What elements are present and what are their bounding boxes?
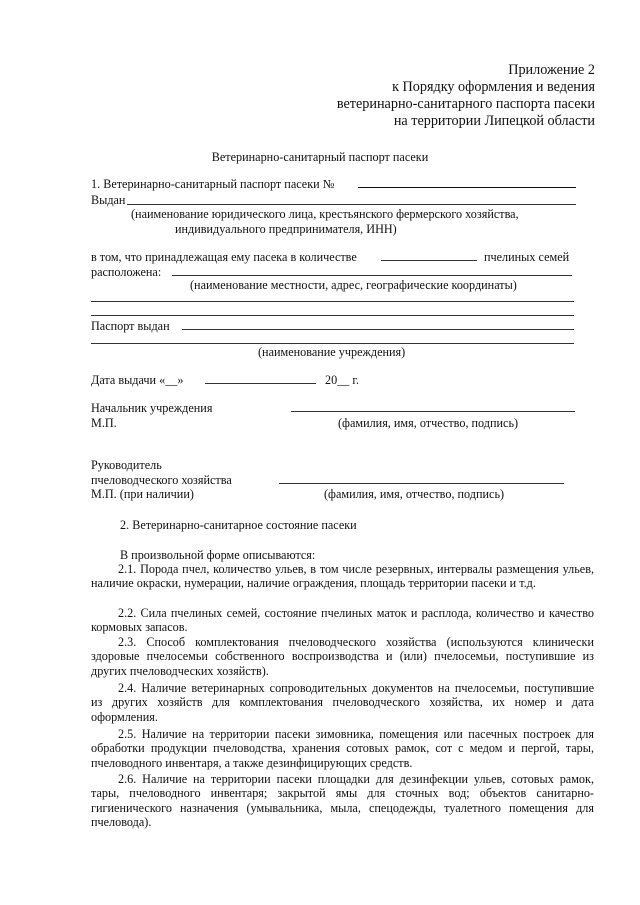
institution-field-extra[interactable] <box>91 343 574 344</box>
issue-date-label: Дата выдачи «__» <box>91 373 184 387</box>
section-item: 2.1. Порода пчел, количество ульев, в том числе резервных, интервалы размещения ульев, наличие окраски, нумерации, наличие ограждения, площадь территории пасеки и т.д. <box>91 562 594 591</box>
section-item: 2.5. Наличие на территории пасеки зимовника, помещения или пасечных построек для обработки продукции пчеловодства, хранения сотовых рамок, сот с медом и пергой, тары, пчеловодного инвентаря, а также дезинфицирующих средств. <box>91 727 594 770</box>
farm-head-label: Руководитель <box>91 458 162 472</box>
appendix-ref-line: к Порядку оформления и ведения <box>392 79 595 95</box>
appendix-ref-line: ветеринарно-санитарного паспорта пасеки <box>336 96 595 112</box>
colonies-unit-text: пчелиных семей <box>484 250 570 264</box>
issued-to-field[interactable] <box>127 204 576 205</box>
section-2-intro: В произвольной форме описываются: <box>120 548 316 562</box>
location-field[interactable] <box>172 275 572 276</box>
appendix-header <box>337 62 595 130</box>
issue-month-field[interactable] <box>205 383 316 384</box>
issue-year-label: 20__ г. <box>325 373 360 387</box>
section-item: 2.3. Способ комплектования пчеловодческого хозяйства (используются клинически здоровые пчелосемьи собственного воспроизводства и (или) пчелосемьи, поступившие из других пчеловодческих хозяйств). <box>91 635 594 678</box>
signature-hint: (фамилия, имя, отчество, подпись) <box>338 416 519 430</box>
issued-to-label: Выдан <box>91 193 126 207</box>
passport-issued-label: Паспорт выдан <box>91 319 170 333</box>
farm-head-label: пчеловодческого хозяйства <box>91 473 232 487</box>
farm-head-signature-field[interactable] <box>279 483 564 484</box>
location-field-extra[interactable] <box>91 315 574 316</box>
location-hint: (наименование местности, адрес, географические координаты) <box>190 278 517 292</box>
signature-hint: (фамилия, имя, отчество, подпись) <box>324 487 505 501</box>
issued-to-hint: индивидуального предпринимателя, ИНН) <box>175 222 397 236</box>
section-item: 2.4. Наличие ветеринарных сопроводительных документов на пчелосемьи, поступившие из других хозяйств для комплектования пчеловодческого хозяйства, их номер и дата оформления. <box>91 681 594 724</box>
colonies-count-field[interactable] <box>381 260 477 261</box>
institution-hint: (наименование учреждения) <box>258 345 406 359</box>
institution-field[interactable] <box>182 329 574 330</box>
passport-number-label: 1. Ветеринарно-санитарный паспорт пасеки № <box>91 177 335 191</box>
section-item: 2.6. Наличие на территории пасеки площадки для дезинфекции ульев, сотовых рамок, тары, пчеловодного инвентаря; закрытой ямы для сточных вод; объектов санитарно-гигиенического назначения (умывальника, мыла, спецодежды, туалетного помещения для пчеловода). <box>91 772 594 830</box>
document-title: Ветеринарно-санитарный паспорт пасеки <box>211 150 429 164</box>
head-of-institution-label: Начальник учреждения <box>91 401 213 415</box>
head-signature-field[interactable] <box>291 411 575 412</box>
appendix-number: Приложение 2 <box>508 62 595 78</box>
location-field-extra[interactable] <box>91 301 574 302</box>
section-item: 2.2. Сила пчелиных семей, состояние пчелиных маток и расплода, количество и качество кормовых запасов. <box>91 606 594 635</box>
stamp-optional-label: М.П. (при наличии) <box>91 487 194 501</box>
apiary-quantity-text: в том, что принадлежащая ему пасека в количестве <box>91 250 357 264</box>
issued-to-hint: (наименование юридического лица, крестьянского фермерского хозяйства, <box>131 207 519 221</box>
appendix-ref-line: на территории Липецкой области <box>393 113 595 129</box>
section-2-title: 2. Ветеринарно-санитарное состояние пасеки <box>120 518 357 532</box>
stamp-label: М.П. <box>91 416 117 430</box>
location-label: расположена: <box>91 265 162 279</box>
passport-number-field[interactable] <box>358 187 576 188</box>
